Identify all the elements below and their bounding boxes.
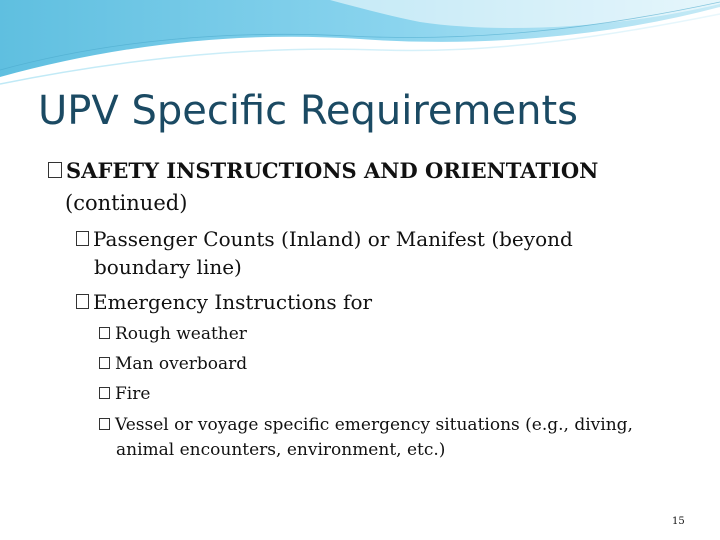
bullet-passenger-counts	[76, 227, 573, 251]
slide-title: UPV Specific Requirements	[38, 88, 578, 134]
page-number: 15	[672, 516, 685, 527]
bullet-box-icon	[99, 387, 110, 399]
bullet-box-icon	[76, 231, 89, 246]
bullet-box-icon	[99, 357, 110, 369]
bullet-text: Emergency Instructions for	[93, 290, 373, 314]
bullet-vessel-specific	[99, 415, 633, 435]
bullet-text: Vessel or voyage specific emergency situations (e.g., diving,	[115, 415, 633, 435]
bullet-box-icon	[76, 294, 89, 309]
bullet-emergency-instructions	[76, 290, 372, 314]
bullet-fire	[99, 384, 150, 404]
bullet-vessel-specific-continued: animal encounters, environment, etc.)	[116, 440, 446, 460]
bullet-box-icon	[99, 418, 110, 430]
wave-banner	[0, 0, 720, 90]
bullet-passenger-counts-continued: boundary line)	[94, 255, 242, 279]
bullet-box-icon	[99, 327, 110, 339]
bullet-box-icon	[48, 162, 62, 178]
bullet-text: Passenger Counts (Inland) or Manifest (beyond	[93, 227, 573, 251]
bullet-rough-weather	[99, 324, 247, 344]
bullet-safety-continued: (continued)	[65, 191, 188, 215]
bullet-text: Fire	[115, 384, 151, 404]
bullet-safety-instructions	[48, 158, 598, 183]
bullet-text: Rough weather	[115, 324, 247, 344]
bullet-text: Man overboard	[115, 354, 248, 374]
bullet-man-overboard	[99, 354, 247, 374]
bullet-text: SAFETY INSTRUCTIONS AND ORIENTATION	[66, 158, 599, 183]
